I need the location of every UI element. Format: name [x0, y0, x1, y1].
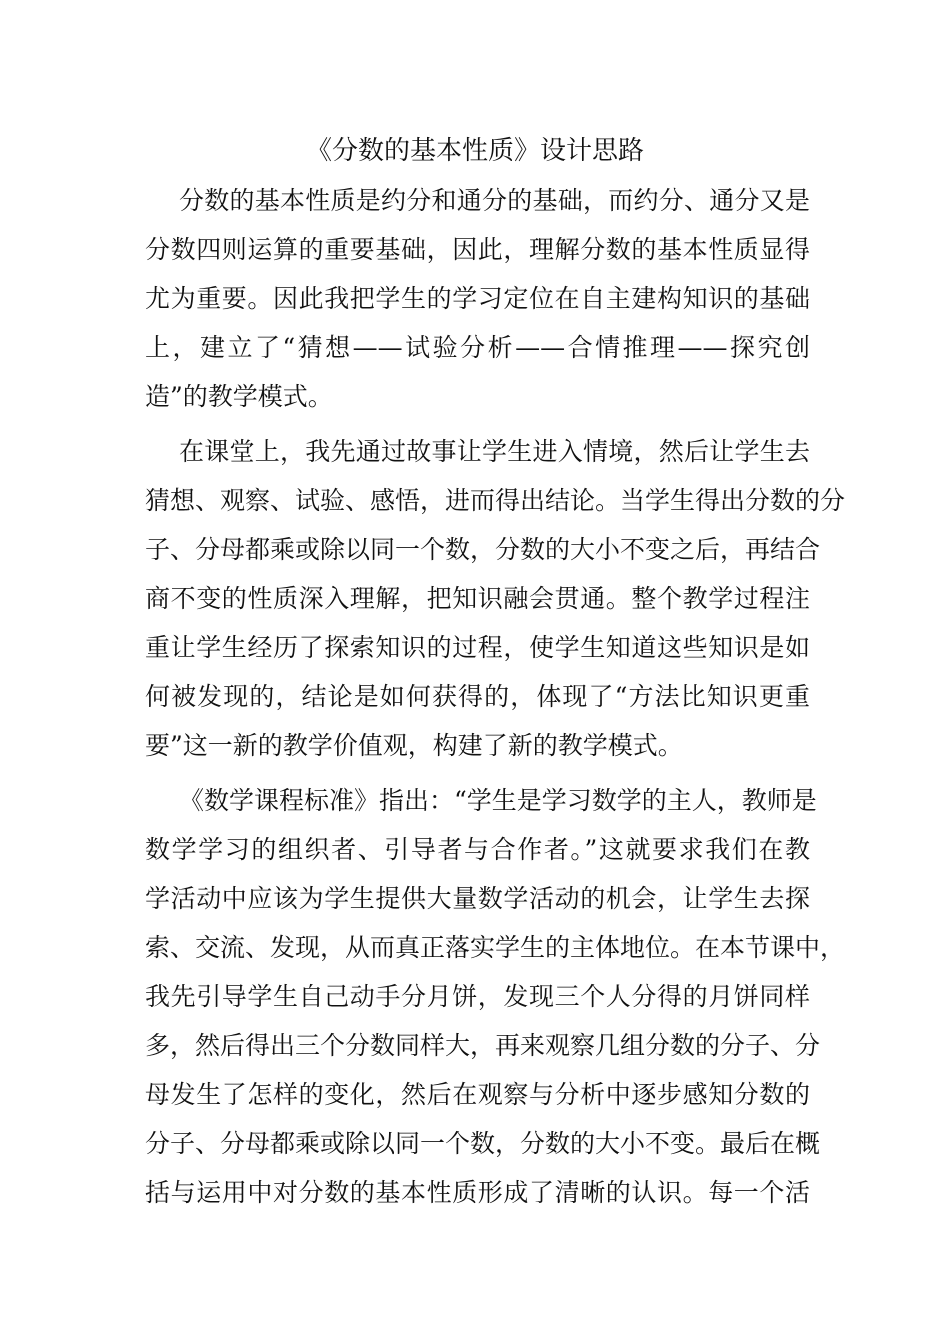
text-line: 商不变的性质深入理解，把知识融会贯通。整个教学过程注	[145, 584, 810, 613]
document-body	[145, 176, 846, 1217]
text-line: 分数的基本性质是约分和通分的基础，而约分、通分又是	[179, 186, 810, 215]
text-line: 我先引导学生自己动手分月饼，发现三个人分得的月饼同样	[145, 982, 810, 1011]
text-line: 子、分母都乘或除以同一个数，分数的大小不变之后，再结合	[145, 535, 821, 564]
text-line: 猜想、观察、试验、感悟，进而得出结论。当学生得出分数的分	[145, 486, 846, 515]
text-line: 数学学习的组织者、引导者与合作者。”这就要求我们在教	[145, 835, 810, 864]
paragraph-1	[145, 176, 810, 421]
text-line: 要”这一新的教学价值观，构建了新的教学模式。	[145, 731, 683, 760]
text-line: 索、交流、发现，从而真正落实学生的主体地位。在本节课中，	[145, 933, 846, 962]
text-line: 学活动中应该为学生提供大量数学活动的机会，让学生去探	[145, 884, 810, 913]
text-line: 造”的教学模式。	[145, 382, 333, 411]
text-line: 上，建立了“猜想——试验分析——合情推理——探究创	[145, 333, 810, 362]
text-line: 分子、分母都乘或除以同一个数，分数的大小不变。最后在概	[145, 1129, 821, 1158]
document-title: 《分数的基本性质》设计思路	[305, 136, 644, 166]
text-line: 尤为重要。因此我把学生的学习定位在自主建构知识的基础	[145, 284, 810, 313]
text-line: 括与运用中对分数的基本性质形成了清晰的认识。每一个活	[145, 1178, 810, 1207]
text-line: 在课堂上，我先通过故事让学生进入情境，然后让学生去	[179, 437, 810, 466]
text-line: 多，然后得出三个分数同样大，再来观察几组分数的分子、分	[145, 1031, 821, 1060]
text-line: 《数学课程标准》指出：“学生是学习数学的主人，教师是	[179, 786, 817, 815]
text-line: 重让学生经历了探索知识的过程，使学生知道这些知识是如	[145, 633, 810, 662]
paragraph-2	[145, 427, 846, 770]
text-line: 何被发现的，结论是如何获得的，体现了“方法比知识更重	[145, 682, 810, 711]
text-line: 分数四则运算的重要基础，因此，理解分数的基本性质显得	[145, 235, 810, 264]
text-line: 母发生了怎样的变化，然后在观察与分析中逐步感知分数的	[145, 1080, 810, 1109]
paragraph-3	[145, 776, 846, 1217]
